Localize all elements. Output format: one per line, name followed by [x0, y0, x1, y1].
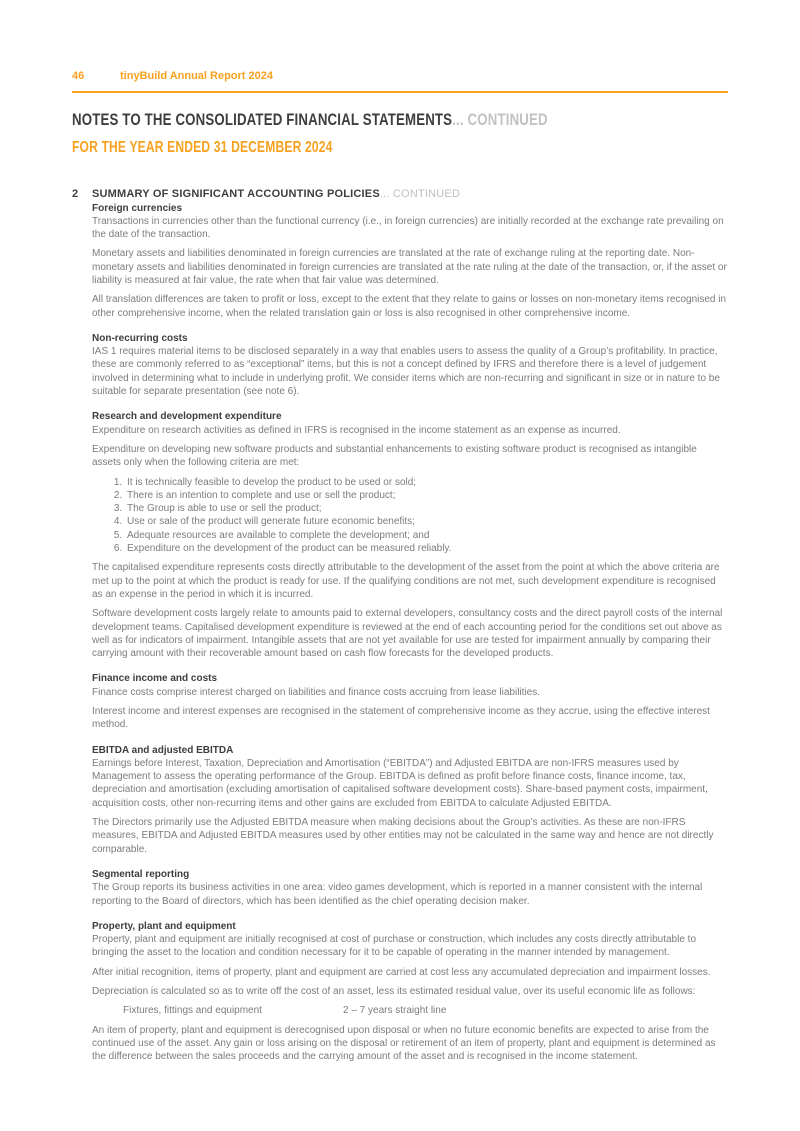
paragraph: An item of property, plant and equipment is derecognised upon disposal or when no future economic benefits are expected to arise from the continued use of the asset. Any gain or loss arising on the disposal or retirement of an item of property, plant and equipment is determined as the difference between the sales proceeds and the carrying amount of the asset and is recognised in the income statement. [92, 1024, 716, 1063]
report-title: tinyBuild Annual Report 2024 [120, 70, 274, 82]
paragraph: All translation differences are taken to profit or loss, except to the extent that they relate to gains or losses on non-monetary items recognised in other comprehensive income, when the related translation gain or loss is also recognised in other comprehensive income. [92, 294, 727, 319]
note-heading-continued: ... CONTINUED [379, 188, 461, 200]
subsection-heading-ebitda: EBITDA and adjusted EBITDA [92, 744, 234, 756]
document-subtitle [72, 139, 728, 157]
paragraph: Depreciation is calculated so as to write off the cost of an asset, less its estimated residual value, over its useful economic life as follows: [92, 986, 696, 998]
masthead [72, 70, 728, 93]
document-title-main: NOTES TO THE CONSOLIDATED FINANCIAL STATEMENTS [72, 110, 453, 129]
subsection-heading-property-plant-equipment: Property, plant and equipment [92, 920, 236, 932]
paragraph: Transactions in currencies other than the functional currency (i.e., in foreign currencies) are initially recorded at the exchange rate prevailing on the date of the transaction. [92, 215, 724, 241]
criteria-item: 6. Expenditure on the development of the product can be measured reliably. [125, 542, 728, 555]
criteria-item: 2. There is an intention to complete and use or sell the product; [125, 489, 728, 502]
criteria-item: 4. Use or sale of the product will generate future economic benefits; [125, 515, 728, 528]
paragraph: Earnings before Interest, Taxation, Depreciation and Amortisation (“EBITDA”) and Adjusted EBITDA are non-IFRS measures used by Management to assess the operating performance of the Group. EBITDA is defined as profit before finance costs, finance income, tax, depreciation and amortisation (excluding amortisation of capitalised software development costs). Share-based payment costs, impairment, acquisition costs, other non-recurring items and other gains are excluded from EBITDA to calculate Adjusted EBITDA. [92, 757, 708, 809]
subsection-heading-finance-income-and-costs: Finance income and costs [92, 673, 218, 685]
depreciation-row [92, 1004, 728, 1017]
note-number: 2 [72, 188, 79, 200]
paragraph: The Directors primarily use the Adjusted EBITDA measure when making decisions about the Group’s activities. As these are non-IFRS measures, EBITDA and Adjusted EBITDA measures used by other entities may not be calculated in the same way and hence are not directly comparable. [92, 817, 714, 855]
paragraph: Finance costs comprise interest charged on liabilities and finance costs accruing from lease liabilities. [92, 686, 540, 698]
note-heading [92, 188, 728, 202]
subsection-heading-foreign-currencies: Foreign currencies [92, 202, 183, 214]
criteria-item: 5. Adequate resources are available to complete the development; and [125, 529, 728, 542]
paragraph: Software development costs largely relate to amounts paid to external developers, consultancy costs and the direct payroll costs of the internal development teams. Capitalised development expenditure is reviewed at the end of each accounting period for the conditions set out above as well as for indicators of impairment. Intangible assets that are not yet available for use are tested for impairment annually by comparing their carrying amount with their recoverable amount based on cash flow forecasts for the developed products. [92, 608, 723, 660]
document-subtitle-text: FOR THE YEAR ENDED 31 DECEMBER 2024 [72, 139, 333, 156]
criteria-list [92, 476, 728, 556]
subsection-heading-research-and-development: Research and development expenditure [92, 411, 282, 423]
paragraph: Property, plant and equipment are initially recognised at cost of purchase or construction, which includes any costs directly attributable to bringing the asset to the location and condition necessary for it to be capable of operating in the manner intended by management. [92, 934, 697, 959]
criteria-item: 3. The Group is able to use or sell the product; [125, 502, 728, 515]
document-title [72, 110, 728, 130]
subsection-heading-segmental-reporting: Segmental reporting [92, 868, 190, 880]
depreciation-rate: 2 – 7 years straight line [343, 1005, 447, 1017]
page-number: 46 [72, 70, 85, 82]
paragraph: After initial recognition, items of property, plant and equipment are carried at cost less any accumulated depreciation and impairment losses. [92, 966, 711, 978]
paragraph: IAS 1 requires material items to be disclosed separately in a way that enables users to assess the quality of a Group’s profitability. In practice, these are commonly referred to as “exceptional” items, but this is not a concept defined by IFRS and therefore there is a level of judgement involved in determining what to include in underlying profit. We consider items which are non-recurring and significant in size or in nature to be suitable for separate presentation (see note 6). [92, 346, 720, 398]
paragraph: The capitalised expenditure represents costs directly attributable to the development of the asset from the point at which the above criteria are met up to the point at which the product is ready for use. If the qualifying conditions are not met, such development expenditure is recognised as an expense in the period in which it is incurred. [92, 562, 720, 600]
note-heading-main: SUMMARY OF SIGNIFICANT ACCOUNTING POLICIES [92, 188, 380, 200]
note-content [92, 188, 728, 1070]
paragraph: Interest income and interest expenses are recognised in the statement of comprehensive income as they accrue, using the effective interest method. [92, 706, 710, 731]
paragraph: Expenditure on developing new software products and substantial enhancements to existing software product is recognised as intangible assets only when the following criteria are met: [92, 443, 697, 469]
note-2-section [72, 188, 728, 1070]
paragraph: The Group reports its business activities in one area: video games development, which is reported in a manner consistent with the internal reporting to the Board of directors, which has been identified as the chief operating decision maker. [92, 882, 703, 907]
criteria-item: 1. It is technically feasible to develop the product to be used or sold; [125, 476, 728, 489]
subsection-heading-non-recurring-costs: Non-recurring costs [92, 332, 188, 344]
document-title-continued: ... CONTINUED [452, 110, 548, 129]
paragraph: Monetary assets and liabilities denominated in foreign currencies are translated at the rate of exchange ruling at the reporting date. Non-monetary assets and liabilities denominated in foreign currencies are translated at the rate ruling at the date of the transaction, or, if the asset or liability is measured at fair value, the rate when that fair value was determined. [92, 248, 727, 286]
paragraph: Expenditure on research activities as defined in IFRS is recognised in the income statement as an expense as incurred. [92, 424, 621, 436]
asset-class: Fixtures, fittings and equipment [123, 1005, 262, 1017]
